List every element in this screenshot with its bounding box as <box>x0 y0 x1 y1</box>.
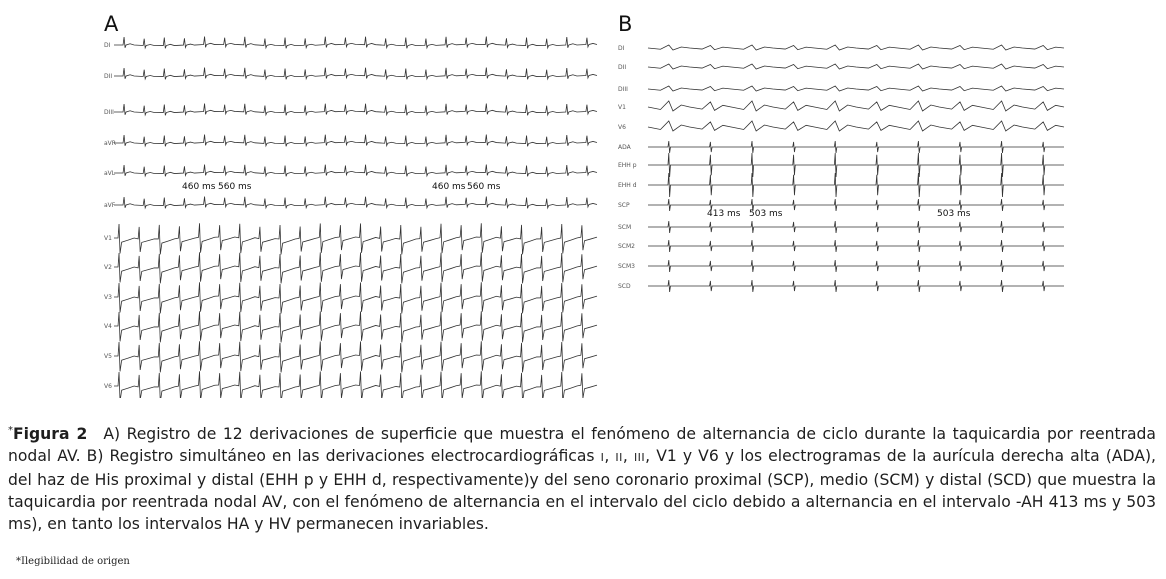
panel-b-lead-label: ADA <box>618 144 631 151</box>
panel-b-interval-label: 413 ms <box>707 209 741 219</box>
panel-b-trace <box>648 64 1064 69</box>
panel-b-lead-label: DIII <box>618 86 628 93</box>
panel-a-trace <box>114 371 597 398</box>
panel-a-lead-label: aVF <box>104 202 116 209</box>
panel-a-lead-label: V5 <box>104 353 112 360</box>
panel-b-lead-label: DII <box>618 64 627 71</box>
panel-a-lead-label: V4 <box>104 323 112 330</box>
caption-text-1: A) Registro de 12 derivaciones de superficie que muestra el fenómeno de alternancia de ciclo durante la taquicardia por reentrada nodal AV. B) Registro simultáneo en las derivaciones electrocardiográficas <box>8 425 1156 466</box>
panel-a-trace <box>114 165 597 177</box>
panel-b-trace <box>648 221 1064 233</box>
lead-iii-label: III <box>633 451 646 465</box>
panel-b-lead-label: V1 <box>618 104 626 111</box>
panel-a-traces <box>100 10 600 398</box>
panel-a-trace <box>114 135 597 147</box>
panel-a-lead-label: DI <box>104 42 111 49</box>
panel-b-lead-label: DI <box>618 45 625 52</box>
panel-a-trace <box>114 311 597 342</box>
panel-b-lead-label: EHH d <box>618 182 637 189</box>
panel-a-lead-label: DII <box>104 73 113 80</box>
panel-a-interval-label: 560 ms <box>467 182 501 192</box>
panel-a-trace <box>114 104 597 116</box>
panel-a-trace <box>114 252 597 283</box>
panel-b-trace <box>648 141 1064 153</box>
panel-b-trace <box>648 173 1064 197</box>
panel-a-lead-label: V3 <box>104 294 112 301</box>
footnote: *Ilegibilidad de origen <box>16 556 130 567</box>
panel-b-lead-label: EHH p <box>618 162 637 169</box>
lead-i-label: I <box>600 451 605 465</box>
panel-a-trace <box>114 68 597 80</box>
ecg-panel-a <box>100 10 600 398</box>
panel-a-lead-label: aVR <box>104 140 116 147</box>
panel-b-lead-label: SCD <box>618 283 631 290</box>
panel-b-trace <box>648 280 1064 292</box>
panel-a-interval-label: 460 ms <box>432 182 466 192</box>
panel-a-lead-label: V2 <box>104 264 112 271</box>
panel-b-lead-label: SCM2 <box>618 243 635 250</box>
panel-a-lead-label: aVL <box>104 170 116 177</box>
panel-a-interval-label: 560 ms <box>218 182 252 192</box>
panel-b-lead-label: SCM <box>618 224 632 231</box>
panel-a-lead-label: V6 <box>104 383 112 390</box>
panel-b-trace <box>648 45 1064 50</box>
panel-b-letter: B <box>618 12 633 36</box>
panel-b-lead-label: V6 <box>618 124 626 131</box>
panel-b-trace <box>648 101 1064 111</box>
panel-b-interval-label: 503 ms <box>749 209 783 219</box>
caption-marker: * <box>8 425 13 436</box>
panel-a-trace <box>114 223 597 254</box>
panel-a-letter: A <box>104 12 119 36</box>
panel-b-lead-label: SCP <box>618 202 630 209</box>
caption-text-2: , V1 y V6 y los electrogramas de la aurícula derecha alta (ADA), del haz de His proximal y distal (EHH p y EHH d, respectivamente)y del seno coronario proximal (SCP), medio (SCM) y distal (SCD) que muestra la taquicardia por reentrada nodal AV, con el fenómeno de alternancia en el intervalo del ciclo debido a alternancia en el intervalo -AH 413 ms y 503 ms), en tanto los intervalos HA y HV permanecen invariables. <box>8 447 1156 534</box>
panel-b-trace <box>648 121 1064 131</box>
panel-a-trace <box>114 282 597 313</box>
ecg-panel-b <box>612 10 1067 295</box>
panel-a-interval-label: 460 ms <box>182 182 216 192</box>
figure-label: Figura 2 <box>13 425 88 444</box>
panel-b-trace <box>648 260 1064 272</box>
panel-b-interval-label: 503 ms <box>937 209 971 219</box>
panel-b-lead-label: SCM3 <box>618 263 635 270</box>
panel-a-lead-label: V1 <box>104 235 112 242</box>
panel-a-trace <box>114 197 597 209</box>
panel-a-trace <box>114 341 597 372</box>
panel-b-trace <box>648 86 1064 91</box>
figure-caption: *Figura 2 A) Registro de 12 derivaciones de superficie que muestra el fenómeno de alternancia de ciclo durante la taquicardia por reentrada nodal AV. B) Registro simultáneo en las derivaciones electrocardiográficas I, II, III, V1 y V6 y los electrogramas de la aurícula derecha alta (ADA), del haz de His proximal y distal (EHH p y EHH d, respectivamente)y del seno coronario proximal (SCP), medio (SCM) y distal (SCD) que muestra la taquicardia por reentrada nodal AV, con el fenómeno de alternancia en el intervalo del ciclo debido a alternancia en el intervalo -AH 413 ms y 503 ms), en tanto los intervalos HA y HV permanecen invariables. <box>8 425 1156 534</box>
panel-a-trace <box>114 37 597 49</box>
panel-b-trace <box>648 240 1064 252</box>
panel-a-lead-label: DIII <box>104 109 114 116</box>
lead-ii-label: II <box>615 451 623 465</box>
panel-b-traces <box>612 10 1067 295</box>
